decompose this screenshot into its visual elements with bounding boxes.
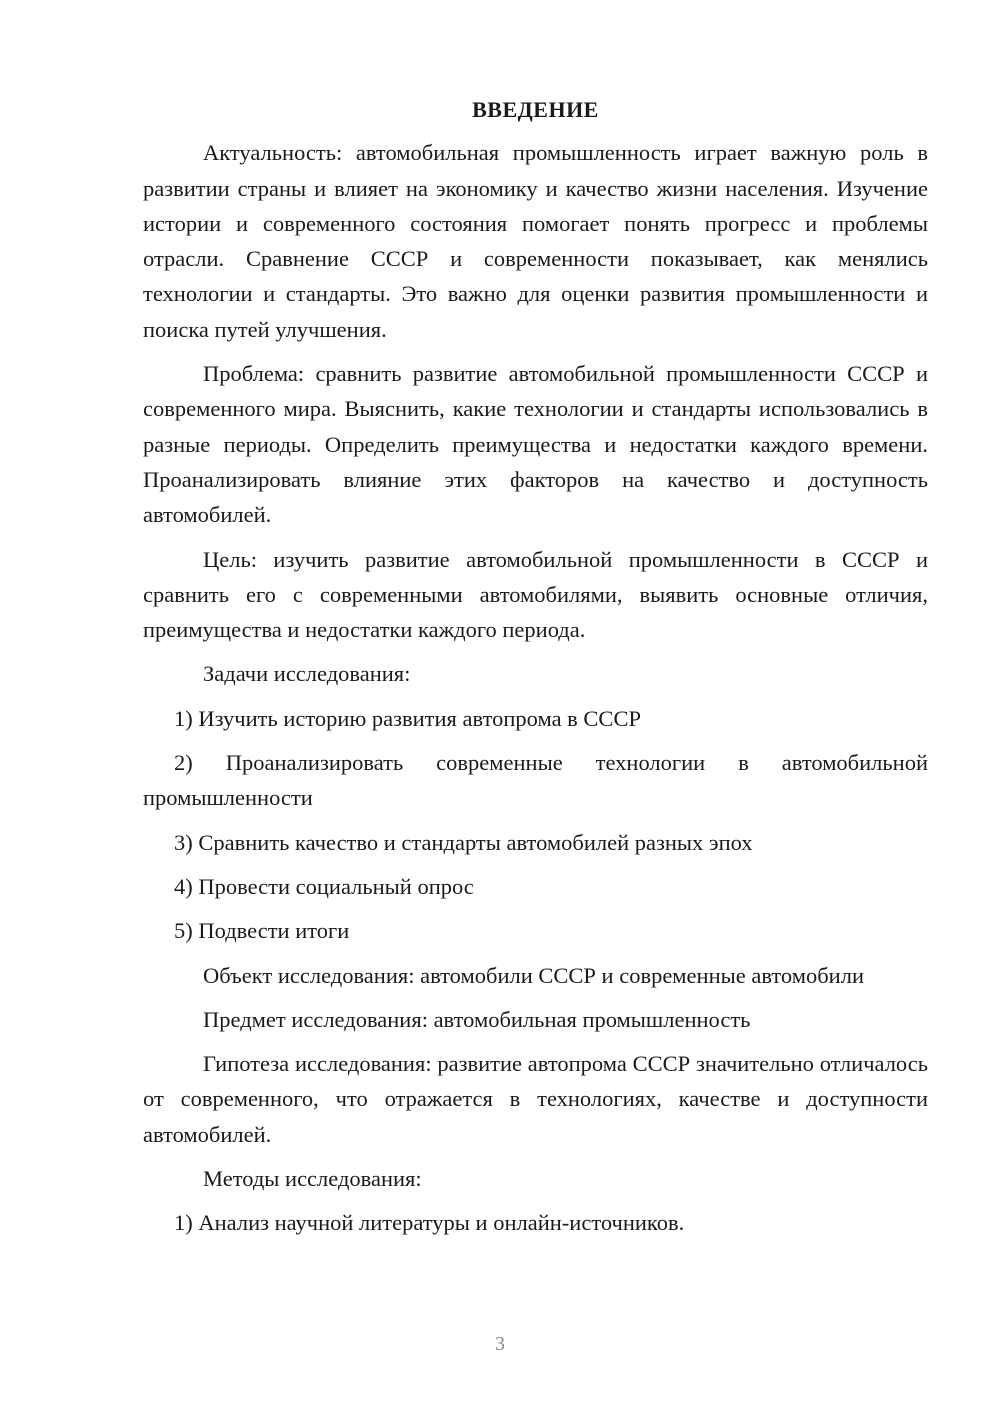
page-title: ВВЕДЕНИЕ xyxy=(472,97,599,122)
task-item: 2) Проанализировать современные технологии в автомобильной промышленности xyxy=(143,750,928,811)
method-item: 1) Анализ научной литературы и онлайн-источников. xyxy=(174,1210,685,1236)
paragraph-object: Объект исследования: автомобили СССР и современные автомобили xyxy=(203,962,864,988)
document-body xyxy=(143,92,928,1250)
paragraph-hypothesis: Гипотеза исследования: развитие автопрома СССР значительно отличалось от современного, что отражается в технологиях, качестве и доступности автомобилей. xyxy=(143,1051,928,1147)
methods-heading: Методы исследования: xyxy=(203,1166,422,1192)
tasks-heading: Задачи исследования: xyxy=(203,661,411,687)
task-item: 4) Провести социальный опрос xyxy=(174,873,474,899)
task-item: 1) Изучить историю развития автопрома в СССР xyxy=(174,705,641,731)
paragraph-problem: Проблема: сравнить развитие автомобильной промышленности СССР и современного мира. Выяснить, какие технологии и стандарты использовались в разные периоды. Определить преимущества и недостатки каждого времени. Проанализировать влияние этих факторов на качество и доступность автомобилей. xyxy=(143,361,928,528)
task-item: 5) Подвести итоги xyxy=(174,918,350,944)
paragraph-goal: Цель: изучить развитие автомобильной промышленности в СССР и сравнить его с современными автомобилями, выявить основные отличия, преимущества и недостатки каждого периода. xyxy=(143,546,928,643)
paragraph-relevance: Актуальность: автомобильная промышленность играет важную роль в развитии страны и влияет на экономику и качество жизни населения. Изучение истории и современного состояния помогает понять прогресс и проблемы отрасли. Сравнение СССР и современности показывает, как менялись технологии и стандарты. Это важно для оценки развития промышленности и поиска путей улучшения. xyxy=(143,140,928,342)
task-item: 3) Сравнить качество и стандарты автомобилей разных эпох xyxy=(174,829,753,855)
page-number: 3 xyxy=(495,1333,505,1355)
paragraph-subject: Предмет исследования: автомобильная промышленность xyxy=(203,1006,751,1032)
